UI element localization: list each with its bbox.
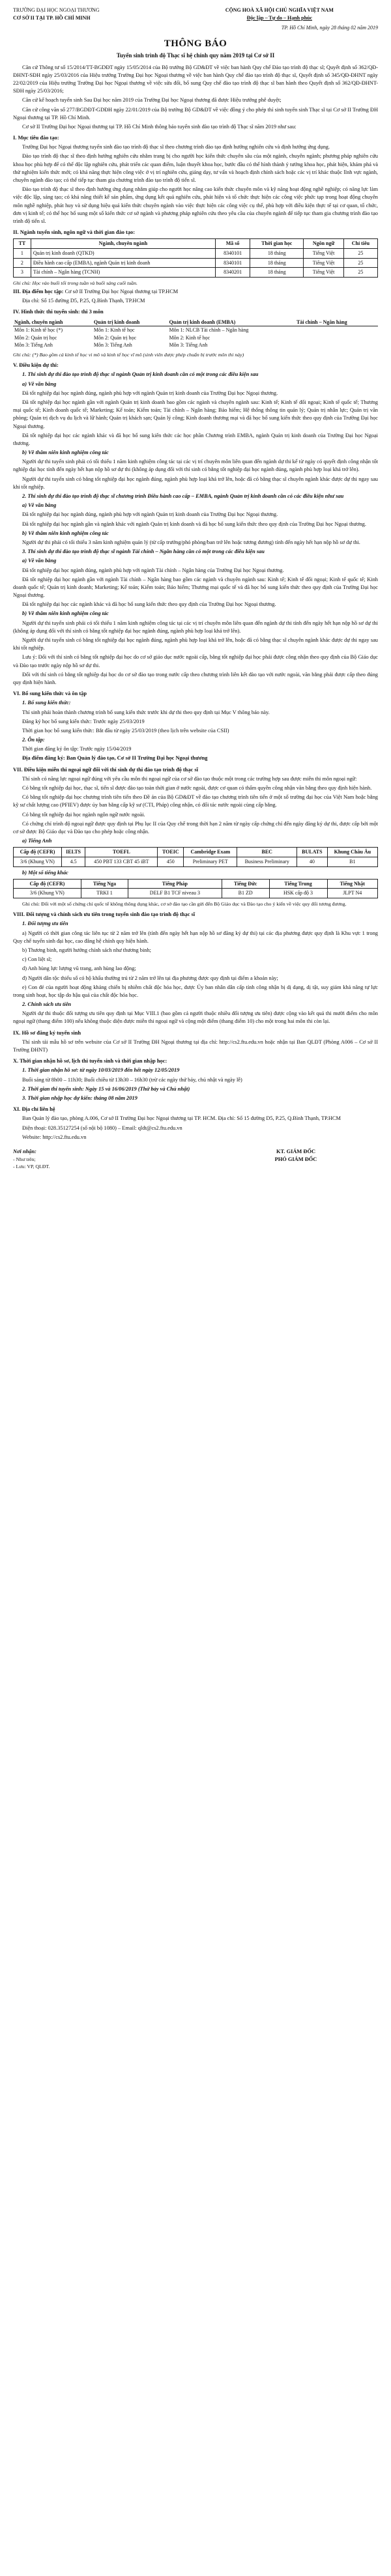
table-cell (295, 341, 378, 349)
schedule-item: Thời gian đăng ký ôn tập: Trước ngày 15/04/2019 (22, 746, 132, 752)
criteria-item: Đã tốt nghiệp đại học ngành đúng, ngành phù hợp với ngành Quản trị kinh doanh của Trường Đại học Ngoại thương. (22, 511, 278, 518)
exemption-item: Có chứng chỉ trình độ ngoại ngữ được quy định tại Phụ lục II của Quy chế trong thời hạn 2 năm từ ngày cấp chứng chỉ đến ngày đăng ký dự thi, được cấp bởi một cơ sở được Bộ Giáo dục và Đào tạo cho phép hoặc công nhận. (13, 820, 378, 835)
section-heading: V. Điều kiện dự thi: (13, 362, 59, 369)
table-header-cell: Cấp độ (CEFR) (14, 879, 81, 889)
section-heading: VI. Bổ sung kiến thức và ôn tập (13, 691, 87, 697)
table-cell: Tiếng Việt (304, 258, 344, 268)
schedule-item: Thời gian học bổ sung kiến thức: Bắt đầu từ ngày 25/03/2019 (theo lịch trên website của CSII) (22, 727, 229, 734)
table-header-cell: TOEFL (85, 848, 158, 857)
exam-note: Ghi chú: (*) Bao gồm cả kinh tế học vi mô và kinh tế học vĩ mô (sinh viên được phép chuẩn bị trước môn thi này) (13, 351, 244, 358)
section-heading: IV. Hình thức thi tuyển sinh: thi 3 môn (13, 309, 104, 315)
issuer-block (13, 7, 181, 21)
exemption-item: Có bằng tốt nghiệp đại học, thạc sĩ, tiến sĩ được đào tạo toàn thời gian ở nước ngoài, được cơ quan có thẩm quyền công nhận văn bằng theo quy định hiện hành. (22, 785, 372, 792)
criteria-item: Người dự thi tuyển sinh có bằng tốt nghiệp đại học ngành đúng, ngành phù hợp loại khá trở lên, hoặc đã có bằng thạc sĩ chuyên ngành khác được dự thi ngay sau khi tốt nghiệp. (13, 476, 378, 490)
table-note: Ghi chú: Học vào buổi tối trong tuần và buổi sáng cuối tuần. (13, 279, 138, 286)
table-cell: TRKI 1 (81, 889, 128, 898)
section-heading: X. Thời gian nhận hồ sơ, lịch thi tuyển sinh và thời gian nhập học: (13, 1058, 167, 1065)
table-cell: 8340101 (216, 248, 250, 258)
table-row (13, 326, 378, 334)
section-paragraph: Đào tạo trình độ thạc sĩ theo định hướng ứng dụng nhằm giúp cho người học nâng cao kiến thức chuyên môn và kỹ năng hoạt động nghề nghiệp; có năng lực làm việc độc lập, sáng tạo; có khả năng thiết kế sản phẩm, ứng dụng kết quả nghiên cứu, phát hiện và tổ chức thực hiện các công việc phức tạp trong hoạt động chuyên môn nghề nghiệp, phát huy và sử dụng hiệu quả kiến thức chuyên ngành vào việc thực hiện các công việc cụ thể, phù hợp với điều kiện thực tế tại cơ quan, tổ chức, đơn vị kinh tế; có thể học bổ sung một số kiến thức cơ sở ngành và phương pháp nghiên cứu theo yêu cầu của chuyên ngành để tiếp tục tham gia chương trình đào tạo trình độ tiến sĩ. (13, 186, 378, 224)
table-row (13, 341, 378, 349)
language-note: Ghi chú: Đối với một số chứng chỉ quốc tế không thông dụng khác, cơ sở đào tạo cần gửi đến Bộ Giáo dục và Đào tạo cho ý kiến về việc quy đổi tương đương. (22, 900, 347, 907)
table-cell: B1 ZD (222, 889, 269, 898)
contact-address: Ban Quản lý đào tạo, phòng A.006, Cơ sở II Trường Đại học Ngoại thương tại TP. HCM. Địa chỉ: Số 15 đường D5, P.25, Q.Bình Thạnh, TP.HCM (22, 1115, 341, 1122)
table-header-cell: Ngành, chuyên ngành (31, 239, 215, 249)
table-cell: DELF B1 TCF niveau 3 (128, 889, 222, 898)
issuer-parent: TRƯỜNG ĐẠI HỌC NGOẠI THƯƠNG (13, 7, 100, 13)
criteria-heading: b) Về thâm niên kinh nghiệm công tác (22, 530, 109, 536)
table-header-cell: Tiếng Trung (269, 879, 327, 889)
table-header-cell: IELTS (61, 848, 85, 857)
criteria-item: Đã tốt nghiệp đại học ngành gần với ngành Quản trị kinh doanh bao gồm các ngành và chuyên ngành sau: Kinh tế; Kinh tế đối ngoại; Kinh tế quốc tế; Thương mại quốc tế; Kinh doanh quốc tế; Marketing; Kế toán; Kiểm toán; Tài chính – Ngân hàng; Bảo hiểm; Hệ thống thông tin quản lý; Quản trị nhân lực; Quản trị văn phòng; Quản trị dịch vụ du lịch và lữ hành; Quản trị khách sạn; Quản lý công; Kinh doanh thương mại và đã học bổ sung kiến thức theo quy định của Trường Đại học Ngoại thương. (13, 399, 378, 429)
subsection-heading: 3. Thí sinh dự thi đào tạo trình độ thạc sĩ ngành Tài chính – Ngân hàng cần có một trong các điều kiện sau (22, 549, 265, 555)
table-cell: 25 (343, 268, 377, 278)
section-heading: II. Ngành tuyển sinh, ngôn ngữ và thời gian đào tạo: (13, 229, 135, 236)
table-cell: Môn 2: Quản trị học (93, 334, 137, 341)
criteria-item: Đã tốt nghiệp đại học ngành đúng, ngành phù hợp với ngành Tài chính – Ngân hàng của Trường Đại học Ngoại thương. (22, 567, 284, 573)
country-name: CỘNG HOÀ XÃ HỘI CHỦ NGHĨA VIỆT NAM (225, 7, 334, 13)
table-header-cell: Tiếng Nhật (327, 879, 377, 889)
exemption-item: Có bằng tốt nghiệp đại học ngành ngôn ngữ nước ngoài. (22, 811, 145, 818)
table-cell: Môn 3: Tiếng Anh (93, 342, 132, 349)
criteria-item: Đã tốt nghiệp đại học ngành đúng, ngành phù hợp với ngành Quản trị kinh doanh của Trường Đại học Ngoại thương. (22, 390, 278, 396)
table-cell: Business Preliminary (237, 857, 297, 866)
priority-item: e) Con đẻ của người hoạt động kháng chiến bị nhiễm chất độc hóa học, được Ủy ban nhân dân cấp tỉnh công nhận bị dị dạng, dị tật, suy giảm khả năng tự lực trong sinh hoạt, học tập do hậu quả của chất độc hóa học. (13, 984, 378, 998)
table-cell: Môn 2: Kinh tế học (169, 334, 210, 341)
table-header-cell: BULATS (297, 848, 327, 857)
section-paragraph: Thí sinh có năng lực ngoại ngữ đúng với yêu cầu môn thi ngoại ngữ của cơ sở đào tạo thuộc một trong các trường hợp sau được miễn thi môn ngoại ngữ: (22, 775, 357, 782)
table-cell: Điều hành cao cấp (EMBA), ngành Quản trị kinh doanh (31, 258, 215, 268)
criteria-item: Người dự thi tuyển sinh có bằng tốt nghiệp đại học ngành đúng, ngành phù hợp loại khá trở lên, hoặc đã có bằng thạc sĩ chuyên ngành khác được dự thi ngay sau khi tốt nghiệp. (13, 637, 378, 651)
study-location: Cơ sở II Trường Đại học Ngoại thương tại TP.HCM (65, 289, 179, 294)
programs-table (13, 238, 378, 277)
table-cell: 3/6 (Khung VN) (14, 889, 81, 898)
eligibility-note: Lưu ý: Đối với thí sinh có bằng tốt nghiệp đại học do cơ sở giáo dục nước ngoài cấp, bằng tốt nghiệp đại học phải được công nhận theo quy định của Bộ Giáo dục và Đào tạo trước ngày nộp hồ sơ dự thi. (13, 654, 378, 668)
table-cell: 18 tháng (250, 258, 304, 268)
subsection-heading: 2. Ôn tập: (22, 737, 45, 743)
subsection-heading: 2. Chính sách ưu tiên (22, 1001, 72, 1008)
table-cell: 18 tháng (250, 248, 304, 258)
table-cell: 8340201 (216, 268, 250, 278)
table-header-cell: Tiếng Pháp (128, 879, 222, 889)
other-language-cert-table (13, 879, 378, 898)
signature-block (13, 1148, 378, 1171)
subsection-heading: 1. Bổ sung kiến thức: (22, 700, 71, 706)
table-cell: 450 (158, 857, 184, 866)
timeline-item: 2. Thời gian thi tuyển sinh: Ngày 15 và 16/06/2019 (Thứ bảy và Chủ nhật) (22, 1085, 190, 1092)
recipients-label: Nơi nhận: (13, 1148, 36, 1154)
signer-title: PHÓ GIÁM ĐỐC (274, 1156, 317, 1163)
table-cell: 25 (343, 248, 377, 258)
table-header-cell: Ngành, chuyên ngành (13, 319, 93, 326)
exam-subjects-table (13, 319, 378, 349)
priority-item: đ) Người dân tộc thiểu số có hộ khẩu thường trú từ 2 năm trở lên tại địa phương được quy định tại điểm a khoản này; (22, 975, 278, 981)
table-cell: 40 (297, 857, 327, 866)
table-row (14, 258, 378, 268)
section-heading: VIII. Đối tượng và chính sách ưu tiên trong tuyển sinh đào tạo trình độ thạc sĩ (13, 911, 195, 918)
section-heading: VII. Điều kiện miễn thi ngoại ngữ đối với thí sinh dự thi đào tạo trình độ thạc sĩ (13, 766, 198, 773)
schedule-item: Đăng ký học bổ sung kiến thức: Trước ngày 25/03/2019 (22, 718, 145, 724)
table-row (14, 857, 378, 866)
intro-paragraph: Căn cứ kế hoạch tuyển sinh Sau Đại học năm 2019 của Trường Đại học Ngoại thương đã được Hiệu trưởng phê duyệt; (22, 97, 282, 104)
criteria-item: Đã tốt nghiệp đại học ngành gần và ngành khác với ngành Quản trị kinh doanh và đã học bổ sung kiến thức theo quy định của Trường Đại học Ngoại thương. (22, 521, 366, 527)
table-cell: 25 (343, 258, 377, 268)
recipient-item: - Như trên; (13, 1156, 36, 1163)
table-header-cell: Quản trị kinh doanh (93, 319, 168, 326)
criteria-heading: a) Về văn bằng (22, 380, 57, 387)
table-header-cell: Mã số (216, 239, 250, 249)
contact-phone: Điện thoại: 028.35127254 (số nội bộ 1080) – Email: qldt@cs2.ftu.edu.vn (22, 1124, 182, 1131)
table-header-row (14, 239, 378, 249)
table-cell: HSK cấp độ 3 (269, 889, 327, 898)
criteria-item: Đã tốt nghiệp đại học ngành gần với ngành Tài chính – Ngân hàng bao gồm các ngành và chuyên ngành sau: Kinh tế; Kinh tế đối ngoại; Kinh tế quốc tế; Kinh doanh quốc tế; Quản trị kinh doanh; Marketing; Kế toán; Kiểm toán; Bảo hiểm; Thương mại quốc tế và đã học bổ sung kiến thức theo quy định của Trường Đại học Ngoại thương. (13, 576, 378, 599)
table-cell: Môn 3: Tiếng Anh (169, 342, 208, 349)
table-row (14, 248, 378, 258)
criteria-heading: a) Về văn bằng (22, 502, 57, 509)
table-cell: Môn 1: NLCB Tài chính – Ngân hàng (169, 327, 249, 334)
table-row (14, 889, 378, 898)
subsection-heading: 1. Đối tượng ưu tiên (22, 921, 68, 927)
intro-paragraph: Cơ sở II Trường Đại học Ngoại thương tại TP. Hồ Chí Minh thông báo tuyển sinh đào tạo trình độ Thạc sĩ năm 2019 như sau: (22, 123, 297, 130)
table-header-row (14, 848, 378, 857)
table-cell (295, 326, 378, 334)
english-cert-table (13, 847, 378, 866)
national-motto: Độc lập – Tự do – Hạnh phúc (246, 14, 313, 21)
schedule-item: Thí sinh phải hoàn thành chương trình bổ sung kiến thức trước khi dự thi theo quy định tại Mục V thông báo này. (22, 709, 270, 715)
recipients-block (13, 1148, 50, 1171)
table-cell: Quản trị kinh doanh (QTKD) (31, 248, 215, 258)
table-cell: Tiếng Việt (304, 268, 344, 278)
table-header-row (14, 879, 378, 889)
criteria-item: Người dự thi phải có tối thiểu 3 năm kinh nghiệm quản lý (từ cấp trưởng/phó phòng/ban trở lên hoặc tương đương) tính đến ngày hết hạn nộp hồ sơ dự thi. (22, 539, 360, 545)
issuer-unit: CƠ SỞ II TẠI TP. HỒ CHÍ MINH (13, 14, 91, 21)
timeline-item: 3. Thời gian nhập học dự kiến: tháng 08 năm 2019 (22, 1095, 138, 1101)
table-header-cell: BEC (237, 848, 297, 857)
application-info: Thí sinh tải mẫu hồ sơ trên website của Cơ sở II Trường ĐH Ngoại thương tại địa chỉ: http://cs2.ftu.edu.vn hoặc nhận tại Ban QLĐT (Phòng A006 – Cơ sở II Trường ĐHNT) (13, 1038, 378, 1053)
table-header-cell: Chỉ tiêu (343, 239, 377, 249)
notice-document (13, 0, 378, 1177)
section-heading: XI. Địa chỉ liên hệ (13, 1106, 55, 1113)
criteria-heading: b) Về thâm niên kinh nghiệm công tác (22, 610, 109, 617)
table-header-cell: Quản trị kinh doanh (EMBA) (168, 319, 295, 326)
priority-item: a) Người có thời gian công tác liên tục từ 2 năm trở lên (tính đến ngày hết hạn nộp hồ sơ đăng ký dự thi) tại các địa phương được quy định là Khu vực 1 trong Quy chế tuyển sinh đại học, cao đẳng hệ chính quy hiện hành. (13, 930, 378, 944)
subsection-heading: 2. Thí sinh dự thi đào tạo trình độ thạc sĩ chương trình Điều hành cao cấp – EMBA, ngành Quản trị kinh doanh cần có các điều kiện như sau (22, 493, 344, 500)
table-header-cell: Cấp độ (CEFR) (14, 848, 62, 857)
table-cell: Tiếng Việt (304, 248, 344, 258)
table-cell: Tài chính – Ngân hàng (TCNH) (31, 268, 215, 278)
intro-paragraph: Căn cứ công văn số 277/BGDĐT-GDĐH ngày 22/01/2019 của Bộ trưởng Bộ GD&ĐT về việc đồng ý cho phép thí sinh tuyển sinh Thạc sĩ tại Cơ sở II Trường ĐH Ngoại thương tại TP. Hồ Chí Minh. (13, 106, 378, 121)
table-cell: 2 (14, 258, 31, 268)
subsection-heading: b) Một số tiếng khác (22, 869, 68, 876)
table-cell: JLPT N4 (327, 889, 377, 898)
signer-role: KT. GIÁM ĐỐC (276, 1148, 316, 1154)
eligibility-note: Đối với thí sinh có bằng tốt nghiệp đại học do cơ sở đào tạo trong nước cấp theo chương trình liên kết đào tạo với nước ngoài, văn bằng phải được cấp theo đúng quy định hiện hành. (13, 671, 378, 685)
criteria-heading: b) Về thâm niên kinh nghiệm công tác (22, 450, 109, 456)
exemption-item: Có bằng tốt nghiệp đại học chương trình tiên tiến theo Đề án của Bộ GD&ĐT về đào tạo chương trình tiên tiến ở một số trường đại học của Việt Nam hoặc bằng kỹ sư chất lượng cao (PFIEV) được ủy ban bằng cấp kỹ sư (CTI, Pháp) công nhận, có đối tác nước ngoài cùng cấp bằng. (13, 794, 378, 809)
table-header-cell: Tiếng Đức (222, 879, 269, 889)
criteria-item: Người dự thi tuyển sinh phải có tối thiểu 1 năm kinh nghiệm công tác tại các vị trí chuyên môn liên quan đến ngành dự thi tính đến ngày hết hạn nộp hồ sơ dự thi (không áp dụng đối với thí sinh có bằng tốt nghiệp đại học ngành đúng, ngành phù hợp loại khá trở lên). (13, 620, 378, 634)
table-cell: 3/6 (Khung VN) (14, 857, 62, 866)
table-header-row (13, 319, 378, 326)
contact-website: Website: http://cs2.ftu.edu.vn (22, 1134, 87, 1140)
place-date: TP. Hồ Chí Minh, ngày 28 tháng 02 năm 2019 (281, 25, 378, 31)
table-header-cell: TT (14, 239, 31, 249)
table-header-cell: Thời gian học (250, 239, 304, 249)
document-header (13, 7, 378, 21)
priority-item: b) Thương binh, người hưởng chính sách như thương binh; (22, 947, 151, 953)
table-cell: Môn 3: Tiếng Anh (14, 342, 53, 349)
section-paragraph: Đào tạo trình độ thạc sĩ theo định hướng nghiên cứu nhằm trang bị cho người học kiến thức chuyên sâu của một ngành, chuyên ngành; phương pháp nghiên cứu khoa học phù hợp để có thể độc lập nghiên cứu, phát triển các quan điểm, luận thuyết khoa học, bước đầu có thể hình thành ý tưởng khoa học, phát hiện, khám phá và thử nghiệm kiến thức mới; có khả năng thực hiện công việc ở vị trí nghiên cứu, giảng dạy, tư vấn và hoạch định chính sách hoặc các vị trí khác thuộc lĩnh vực ngành, chuyên ngành đào tạo; có thể tiếp tục tham gia chương trình đào tạo trình độ tiến sĩ. (13, 153, 378, 184)
signer-block (214, 1148, 378, 1171)
document-subtitle: Tuyển sinh trình độ Thạc sĩ hệ chính quy năm 2019 tại Cơ sở II (116, 51, 275, 59)
table-cell: Môn 1: Kinh tế học (93, 327, 135, 334)
table-cell (295, 334, 378, 342)
section-heading: IX. Hồ sơ đăng ký tuyển sinh (13, 1029, 81, 1036)
table-header-cell: TOEIC (158, 848, 184, 857)
subsection-heading: a) Tiếng Anh (22, 838, 52, 844)
study-address: Địa chỉ: Số 15 đường D5, P.25, Q.Bình Thạnh, TP.HCM (22, 298, 145, 304)
table-row (14, 268, 378, 278)
priority-item: c) Con liệt sĩ; (22, 956, 52, 963)
table-row (13, 334, 378, 342)
criteria-heading: a) Về văn bằng (22, 558, 57, 564)
section-paragraph: Trường Đại học Ngoại thương tuyển sinh đào tạo trình độ thạc sĩ theo chương trình đào tạo định hướng nghiên cứu và định hướng ứng dụng. (22, 144, 330, 150)
table-header-cell: Tài chính – Ngân hàng (295, 319, 378, 326)
table-cell: 3 (14, 268, 31, 278)
criteria-item: Đã tốt nghiệp đại học các ngành khác và đã học bổ sung kiến thức các học phần Chương trình EMBA, ngành Quản trị kinh doanh của Trường Đại học Ngoại thương. (13, 432, 378, 446)
office-hours: Buổi sáng từ 8h00 – 11h30; Buổi chiều từ 13h30 – 16h30 (trừ các ngày thứ bảy, chủ nhật và ngày lễ) (22, 1076, 242, 1083)
table-cell: 4.5 (61, 857, 85, 866)
document-title: THÔNG BÁO (164, 38, 227, 49)
table-header-cell: Tiếng Nga (81, 879, 128, 889)
table-cell: Môn 1: Kinh tế học (*) (14, 327, 63, 334)
criteria-item: Người dự thi tuyển sinh phải có tối thiểu 1 năm kinh nghiệm công tác tại các vị trí chuyên môn liên quan đến ngành dự thi kể từ ngày có quyết định công nhận tốt nghiệp đại học tính đến ngày hết hạn nộp hồ sơ dự thi (không áp dụng đối với thí sinh có bằng tốt nghiệp đại học ngành đúng, ngành phù hợp loại khá trở lên). (13, 459, 378, 473)
table-cell: Preliminary PET (184, 857, 237, 866)
timeline-item: 1. Thời gian nhận hồ sơ: từ ngày 10/03/2019 đến hết ngày 12/05/2019 (22, 1067, 180, 1074)
table-cell: 1 (14, 248, 31, 258)
table-header-cell: Khung Châu Âu (327, 848, 377, 857)
table-cell: 8340101 (216, 258, 250, 268)
section-heading: I. Mục tiêu đào tạo: (13, 135, 59, 141)
intro-paragraph: Căn cứ Thông tư số 15/2014/TT-BGDĐT ngày 15/05/2014 của Bộ trưởng Bộ GD&ĐT về việc ban hành Quy chế Đào tạo trình độ thạc sĩ; Quyết định số 362/QĐ-ĐHNT-SĐH ngày 25/03/2016 của Hiệu trưởng Trường Đại học Ngoại thương về việc ban hành Quy chế đào tạo trình độ thạc sĩ, Quyết định số 345/QĐ-ĐHNT ngày 22/02/2019 của Hiệu trưởng Trường Đại học Ngoại thương về việc sửa đổi, bổ sung Quy chế đào tạo trình độ thạc sĩ ban hành theo Quyết định số 362/QĐ-ĐHNT-SĐH ngày 25/03/2016; (13, 64, 378, 94)
subsection-heading: 1. Thí sinh dự thi đào tạo trình độ thạc sĩ ngành Quản trị kinh doanh cần có một trong các điều kiện sau (22, 371, 259, 378)
criteria-item: Đã tốt nghiệp đại học các ngành khác và đã học bổ sung kiến thức theo quy định của Trường Đại học Ngoại thương. (22, 601, 276, 608)
schedule-item: Địa điểm đăng ký: Ban Quản lý đào tạo, Cơ sở II Trường Đại học Ngoại thương (22, 755, 208, 762)
table-cell: 450 PBT 133 CBT 45 iBT (85, 857, 158, 866)
table-header-cell: Cambridge Exam (184, 848, 237, 857)
table-cell: 18 tháng (250, 268, 304, 278)
table-cell: B1 (327, 857, 377, 866)
table-header-cell: Ngôn ngữ (304, 239, 344, 249)
national-motto-block (181, 7, 378, 21)
table-cell: Môn 2: Quản trị học (14, 334, 57, 341)
priority-item: d) Anh hùng lực lượng vũ trang, anh hùng lao động; (22, 966, 136, 972)
section-heading: III. Địa điểm học tập: (13, 289, 64, 294)
priority-policy: Người dự thi thuộc đối tượng ưu tiên quy định tại Mục VIII.1 (bao gồm cả người thuộc nhiều đối tượng ưu tiên) được cộng vào kết quả thi mười điểm cho môn ngoại ngữ (thang điểm 100) nếu không thuộc diện được miễn thi ngoại ngữ và cộng một điểm (thang điểm 10) cho một trong hai môn thi còn lại. (13, 1010, 378, 1025)
recipient-item: - Lưu: VP, QLĐT. (13, 1164, 50, 1170)
